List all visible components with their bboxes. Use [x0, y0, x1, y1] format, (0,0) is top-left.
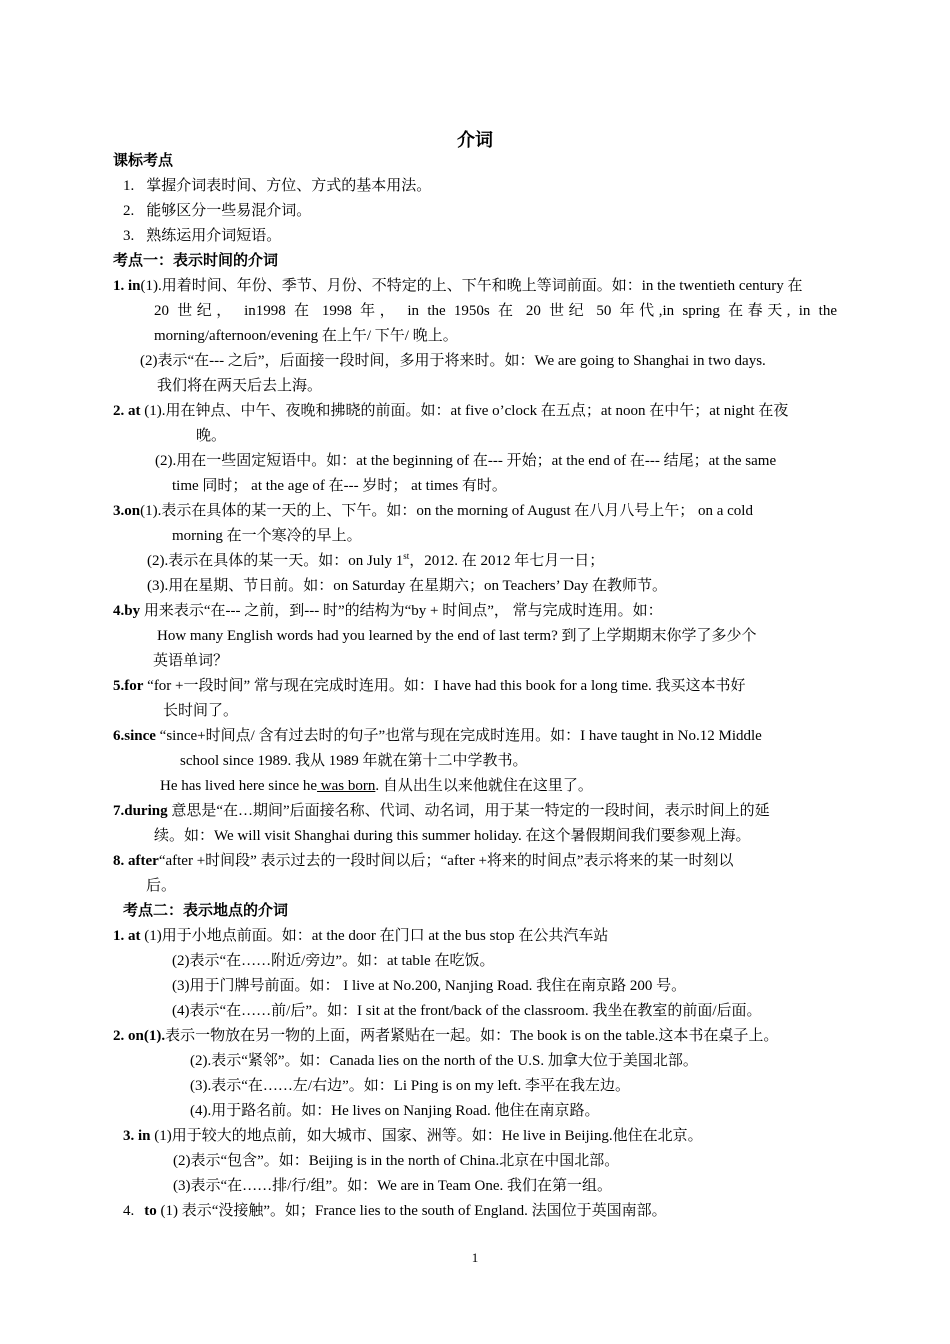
time-by-line-3: 英语单词？: [153, 653, 229, 669]
time-on-line-4: (3).用在星期、节日前。如：on Saturday 在星期六；on Teachers’ Day 在教师节。: [147, 578, 667, 594]
time-at-line-3: (2).用在一些固定短语中。如：at the beginning of 在--- 开始；at the end of 在--- 结尾；at the same: [155, 453, 777, 469]
time-for-line-2: 长时间了。: [163, 703, 239, 719]
place-on-line-1: [113, 1026, 778, 1046]
paragraph-text: (1).用在钟点、中午、夜晚和拂晓的前面。如：at five o’clock 在五点；at noon 在中午；at night 在夜: [140, 403, 789, 419]
paragraph-text: “since+时间点/ 含有过去时的句子”也常与现在完成时连用。如：I have taught in No.12 Middle: [155, 728, 762, 744]
time-in-line-1: [113, 276, 803, 296]
time-during-line-2: 续。如：We will visit Shanghai during this summer holiday. 在这个暑假期间我们要参观上海。: [154, 828, 751, 844]
place-at-line-1: [113, 926, 608, 946]
list-item-text: 熟练运用介词短语。: [146, 228, 282, 244]
paragraph-text: (1)用于较大的地点前，如大城市、国家、洲等。如：He live in Beijing.他住在北京。: [150, 1128, 703, 1144]
term-label: 7.during: [113, 803, 168, 819]
time-after-line-2: 后。: [146, 878, 177, 894]
time-in-line-3: morning/afternoon/evening 在上午/ 下午/ 晚上。: [154, 328, 458, 344]
time-at-line-4: time 同时； at the age of 在--- 岁时； at times 有时。: [172, 478, 507, 494]
list-item-text: 掌握介词表时间、方位、方式的基本用法。: [146, 178, 432, 194]
term-label: 2. at: [113, 403, 141, 419]
page-title: 介词: [457, 130, 493, 150]
time-during-line-1: [113, 801, 770, 821]
term-label: 3.on: [113, 503, 141, 519]
paragraph-text: (1).用着时间、年份、季节、月份、不特定的上、下午和晚上等词前面。如：in the twentieth century 在: [140, 278, 803, 294]
paragraph-text: 表示一物放在另一物的上面，两者紧贴在一起。如：The book is on the table.这本书在桌子上。: [165, 1028, 779, 1044]
section-heading-time: 考点一：表示时间的介词: [113, 253, 279, 269]
time-after-line-1: [113, 851, 734, 871]
list-item: [123, 176, 431, 196]
paragraph-text: 意思是“在…期间”后面接名称、代词、动名词，用于某一特定的一段时间，表示时间上的延: [167, 803, 770, 819]
section-heading-standards: 课标考点: [113, 153, 174, 169]
term-label: 8. after: [113, 853, 159, 869]
section-heading-place: 考点二：表示地点的介词: [123, 903, 289, 919]
list-item: [123, 226, 281, 246]
place-on-line-4: (4).用于路名前。如：He lives on Nanjing Road. 他住在南京路。: [190, 1103, 600, 1119]
term-label: to: [144, 1203, 157, 1219]
underlined-text: was born: [317, 778, 376, 794]
paragraph-text: (1).表示在具体的某一天的上、下午。如：on the morning of August 在八月八号上午； on a cold: [140, 503, 753, 519]
superscript: st: [403, 551, 410, 561]
paragraph-text: ，2012. 在 2012 年七月一日；: [409, 553, 605, 569]
time-in-line-5: 我们将在两天后去上海。: [157, 378, 323, 394]
term-label: 2. on(1).: [113, 1028, 166, 1044]
time-on-line-3: [147, 551, 604, 571]
place-to-line-1: [123, 1201, 667, 1221]
term-label: 1. in: [113, 278, 141, 294]
paragraph-text: “for +一段时间” 常与现在完成时连用。如：I have had this book for a long time. 我买这本书好: [143, 678, 746, 694]
paragraph-text: (1) 表示“没接触”。如；France lies to the south of England. 法国位于英国南部。: [156, 1203, 667, 1219]
term-label: 5.for: [113, 678, 144, 694]
place-at-line-4: (4)表示“在……前/后”。如：I sit at the front/back of the classroom. 我坐在教室的前面/后面。: [172, 1003, 762, 1019]
list-item-number: 1.: [123, 178, 135, 194]
place-on-line-3: (3).表示“在……左/右边”。如：Li Ping is on my left. 李平在我左边。: [190, 1078, 630, 1094]
term-label: 4.by: [113, 603, 141, 619]
term-number: 4.: [123, 1203, 135, 1219]
term-label: 6.since: [113, 728, 156, 744]
time-in-line-2: 20 世纪， in1998 在 1998 年， in the 1950s 在 20 世纪 50 年代,in spring 在春天, in the: [154, 303, 837, 319]
place-at-line-3: (3)用于门牌号前面。如： I live at No.200, Nanjing Road. 我住在南京路 200 号。: [172, 978, 687, 994]
time-for-line-1: [113, 676, 746, 696]
time-on-line-2: morning 在一个寒冷的早上。: [172, 528, 362, 544]
paragraph-text: “after +时间段” 表示过去的一段时间以后；“after +将来的时间点”表示将来的某一时刻以: [158, 853, 734, 869]
place-in-line-3: (3)表示“在……排/行/组”。如：We are in Team One. 我们在第一组。: [173, 1178, 613, 1194]
time-since-line-1: [113, 726, 762, 746]
place-on-line-2: (2).表示“紧邻”。如：Canada lies on the north of the U.S. 加拿大位于美国北部。: [190, 1053, 698, 1069]
time-at-line-1: [113, 401, 788, 421]
time-since-line-3: [160, 776, 593, 796]
list-item-text: 能够区分一些易混介词。: [146, 203, 312, 219]
time-by-line-1: [113, 601, 663, 621]
paragraph-text: 用来表示“在--- 之前，到--- 时”的结构为“by + 时间点”， 常与完成时连用。如：: [140, 603, 663, 619]
time-since-line-2: school since 1989. 我从 1989 年就在第十二中学教书。: [180, 753, 528, 769]
time-on-line-1: [113, 501, 753, 521]
place-at-line-2: (2)表示“在……附近/旁边”。如：at table 在吃饭。: [172, 953, 495, 969]
time-in-line-4: (2)表示“在--- 之后”，后面接一段时间，多用于将来时。如：We are going to Shanghai in two days.: [140, 353, 766, 369]
term-label: 3. in: [123, 1128, 151, 1144]
place-in-line-2: (2)表示“包含”。如：Beijing is in the north of China.北京在中国北部。: [173, 1153, 620, 1169]
paragraph-text: (1)用于小地点前面。如：at the door 在门口 at the bus stop 在公共汽车站: [140, 928, 609, 944]
paragraph-text: (2).表示在具体的某一天。如：on July 1: [147, 553, 404, 569]
time-by-line-2: How many English words had you learned by the end of last term? 到了上学期期末你学了多少个: [157, 628, 757, 644]
page-number: 1: [471, 1250, 479, 1265]
time-at-line-2: 晚。: [196, 428, 227, 444]
list-item-number: 2.: [123, 203, 135, 219]
paragraph-text: He has lived here since he: [160, 778, 318, 794]
paragraph-text: . 自从出生以来他就住在这里了。: [375, 778, 593, 794]
term-label: 1. at: [113, 928, 141, 944]
list-item-number: 3.: [123, 228, 135, 244]
place-in-line-1: [123, 1126, 703, 1146]
list-item: [123, 201, 311, 221]
